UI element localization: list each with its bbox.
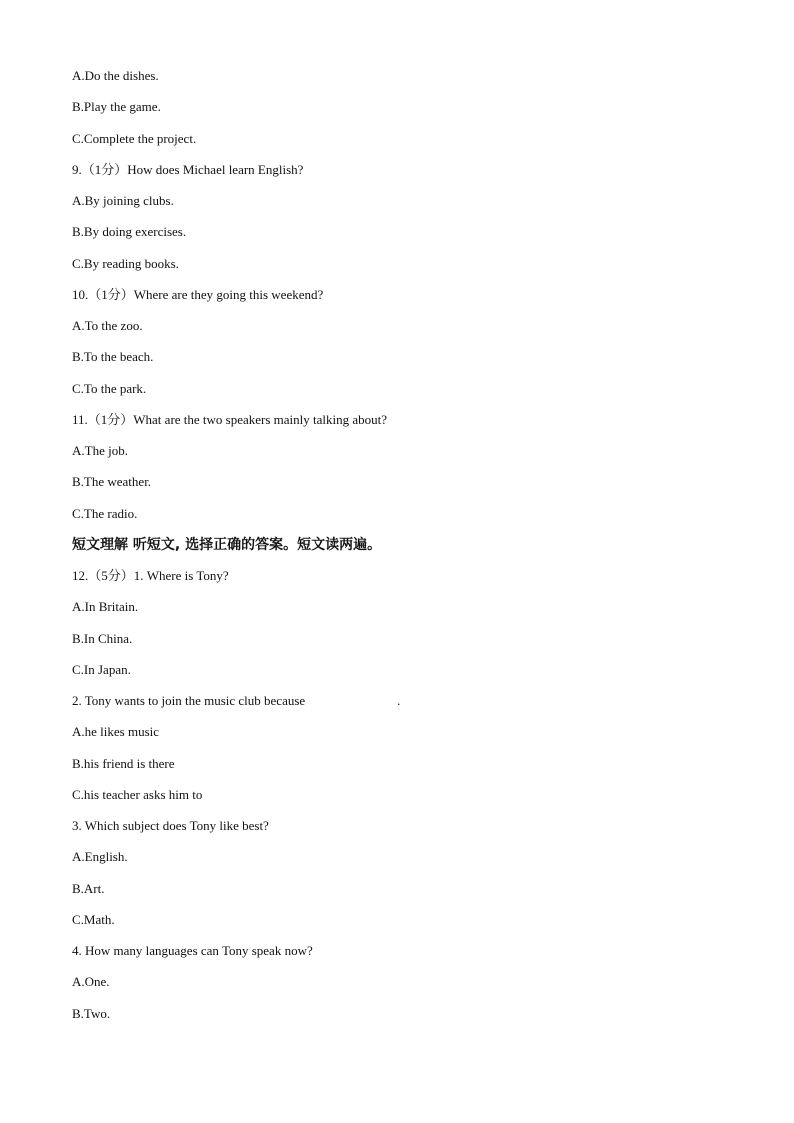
option-a-q12-1: A.In Britain. [72, 599, 139, 615]
option-b-q12-2: B.his friend is there [72, 755, 175, 771]
option-b-q9: B.By doing exercises. [72, 224, 187, 240]
option-c-q12-3: C.Math. [72, 911, 115, 927]
question-11: 11.（1分）What are the two speakers mainly talking about? [72, 411, 388, 427]
question-12-part-2 [72, 692, 752, 723]
option-c-q11: C.The radio. [72, 505, 138, 521]
option-a-q11: A.The job. [72, 443, 128, 458]
section-heading: 短文理解 听短文, 选择正确的答案。短文读两遍。 [72, 536, 382, 553]
option-a-q12-2: A.he likes music [72, 724, 160, 740]
option-c-q12-1: C.In Japan. [72, 661, 131, 677]
option-c-q12-2: C.his teacher asks him to [72, 786, 203, 802]
option-a-q12-3: A.English. [72, 849, 128, 865]
option-b-q8: B.Play the game. [72, 99, 161, 115]
option-c-q8: C.Complete the project. [72, 130, 197, 146]
question-12-part-3: 3. Which subject does Tony like best? [72, 818, 269, 833]
question-list [72, 67, 752, 1036]
option-b-q12-1: B.In China. [72, 630, 133, 646]
option-b-q11: B.The weather. [72, 474, 152, 490]
question-12-part-2-text: 2. Tony wants to join the music club because [72, 693, 306, 708]
option-a-q8: A.Do the dishes. [72, 68, 159, 83]
question-10: 10.（1分）Where are they going this weekend? [72, 286, 324, 302]
question-12-part-4: 4. How many languages can Tony speak now? [72, 943, 313, 958]
option-a-q12-4: A.One. [72, 974, 110, 990]
option-a-q10: A.To the zoo. [72, 318, 143, 333]
option-b-q12-3: B.Art. [72, 880, 105, 896]
option-b-q12-4: B.Two. [72, 1005, 111, 1021]
option-c-q9: C.By reading books. [72, 255, 179, 271]
question-9: 9.（1分）How does Michael learn English? [72, 161, 304, 177]
answer-blank-period: . [397, 693, 401, 708]
option-a-q9: A.By joining clubs. [72, 193, 174, 208]
question-12-part-1: 12.（5分）1. Where is Tony? [72, 568, 229, 583]
option-c-q10: C.To the park. [72, 380, 147, 396]
option-b-q10: B.To the beach. [72, 349, 154, 365]
